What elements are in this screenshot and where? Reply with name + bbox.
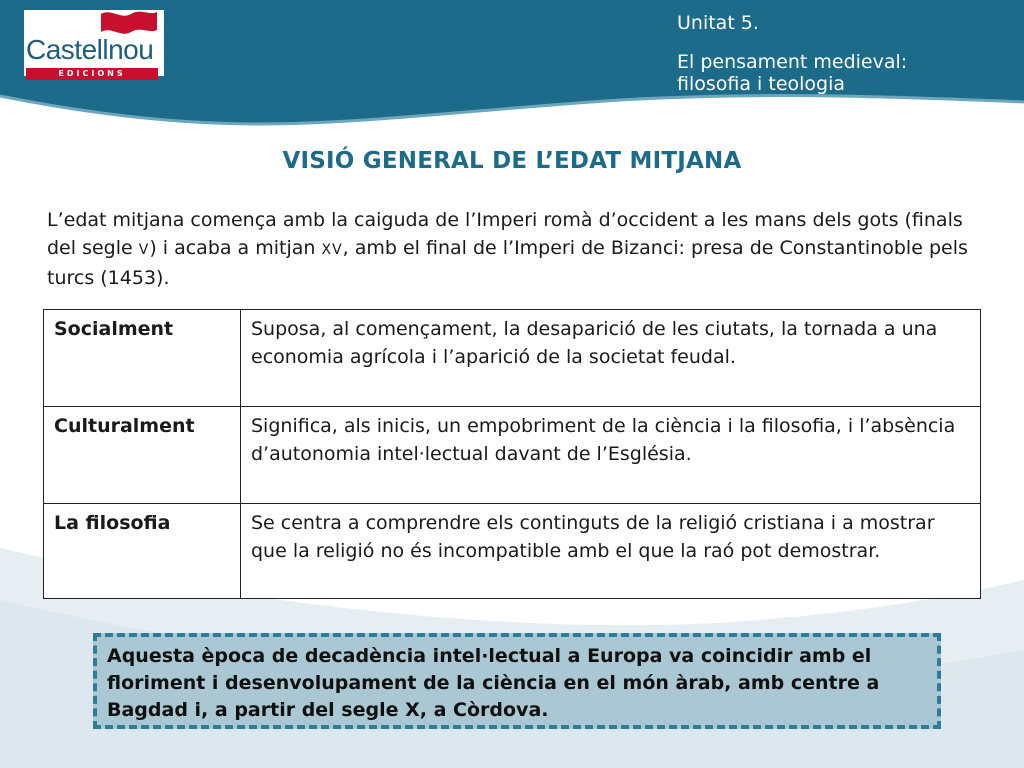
row-text: Significa, als inicis, un empobriment de la ciència i la filosofia, i l’absència d’autonomia intel·lectual davant de l’Església. — [241, 407, 981, 504]
century-xv: XV — [321, 242, 343, 258]
century-v: V — [138, 242, 150, 258]
page-title: VISIÓ GENERAL DE L’EDAT MITJANA — [282, 148, 742, 174]
row-text: Suposa, al començament, la desaparició de les ciutats, la tornada a una economia agrícola i l’aparició de la societat feudal. — [241, 310, 981, 407]
intro-part2: ) i acaba a mitjan — [149, 237, 322, 259]
castellnou-logo — [24, 10, 164, 76]
intro-part1: L’edat mitjana comença amb la caiguda de l’Imperi romà d’occident a les mans dels gots (finals del segle — [47, 209, 963, 259]
row-label: Socialment — [44, 310, 241, 407]
table-row — [44, 407, 981, 504]
callout-box: Aquesta època de decadència intel·lectual a Europa va coincidir amb el floriment i desenvolupament de la ciència en el món àrab, amb centre a Bagdad i, a partir del segle X, a Còrdova. — [93, 633, 941, 729]
unit-subtitle — [677, 51, 907, 95]
row-label: Culturalment — [44, 407, 241, 504]
intro-part3: , amb el final de l’Imperi de Bizanci: presa de Constantinoble pels turcs (1453). — [47, 237, 968, 289]
table-row — [44, 504, 981, 599]
unit-subtitle-line2: filosofia i teologia — [677, 73, 846, 95]
row-text: Se centra a comprendre els continguts de la religió cristiana i a mostrar que la religió no és incompatible amb el que la raó pot demostrar. — [241, 504, 981, 599]
logo-wordmark: Castellnou — [26, 34, 154, 65]
summary-table — [43, 309, 981, 599]
logo-tagline: EDICIONS — [26, 68, 158, 80]
unit-number: Unitat 5. — [677, 12, 759, 34]
unit-subtitle-line1: El pensament medieval: — [677, 51, 908, 73]
row-label: La filosofia — [44, 504, 241, 599]
intro-paragraph — [47, 206, 987, 292]
table-row — [44, 310, 981, 407]
